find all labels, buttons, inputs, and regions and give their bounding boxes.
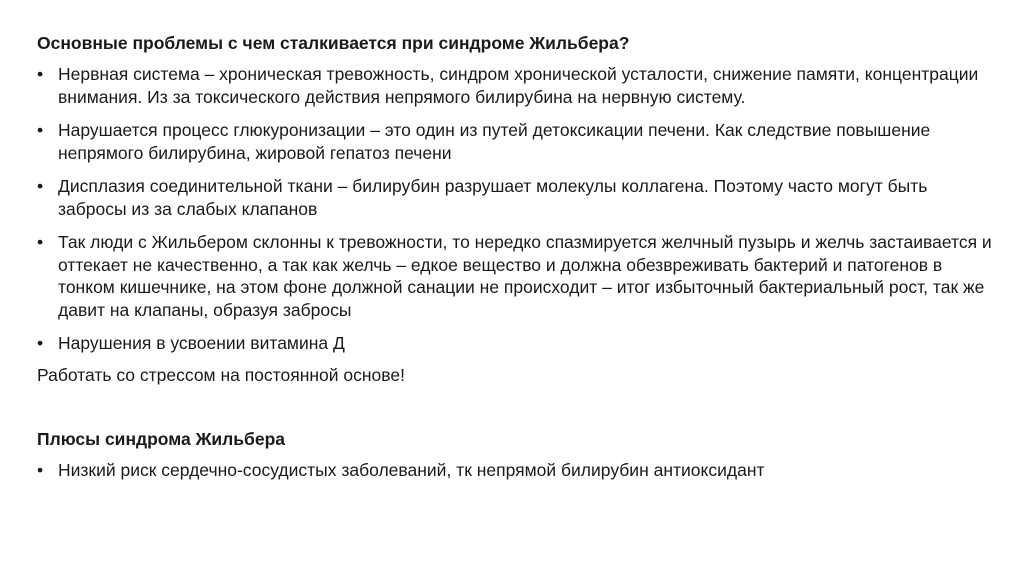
pluses-list [37,459,994,482]
list-item-text: Так люди с Жильбером склонны к тревожности, то нередко спазмируется желчный пузырь и желчь застаивается и оттекает не качественно, а так как желчь – едкое вещество и должна обезвреживать бактерий и патогенов в тонком кишечнике, на этом фоне должной санации не происходит – итог избыточный бактериальный рост, так же давит на клапаны, образуя забросы [58,232,992,320]
bullet-icon: • [37,176,44,196]
list-item-text: Низкий риск сердечно-сосудистых заболеваний, тк непрямой билирубин антиоксидант [58,460,765,480]
list-item [37,231,994,321]
section-spacer [37,386,994,427]
problems-list [37,63,994,355]
pluses-heading: Плюсы синдрома Жильбера [37,429,285,449]
bullet-icon: • [37,460,44,480]
list-item [37,119,994,164]
list-item [37,175,994,220]
list-item-text: Нарушения в усвоении витамина Д [58,333,345,353]
list-item [37,459,994,482]
list-item [37,63,994,108]
list-item-text: Нарушается процесс глюкуронизации – это один из путей детоксикации печени. Как следствие повышение непрямого билирубина, жировой гепатоз печени [58,120,931,163]
stress-note: Работать со стрессом на постоянной основе! [37,364,405,385]
problems-heading: Основные проблемы с чем сталкивается при синдроме Жильбера? [37,33,630,53]
bullet-icon: • [37,120,44,140]
list-item-text: Нервная система – хроническая тревожность, синдром хронической усталости, снижение памяти, концентрации внимания. Из за токсического действия непрямого билирубина на нервную систему. [58,64,979,107]
list-item-text: Дисплазия соединительной ткани – билирубин разрушает молекулы коллагена. Поэтому часто могут быть забросы из за слабых клапанов [58,176,928,219]
bullet-icon: • [37,232,44,252]
bullet-icon: • [37,333,44,353]
list-item [37,332,994,355]
bullet-icon: • [37,64,44,84]
